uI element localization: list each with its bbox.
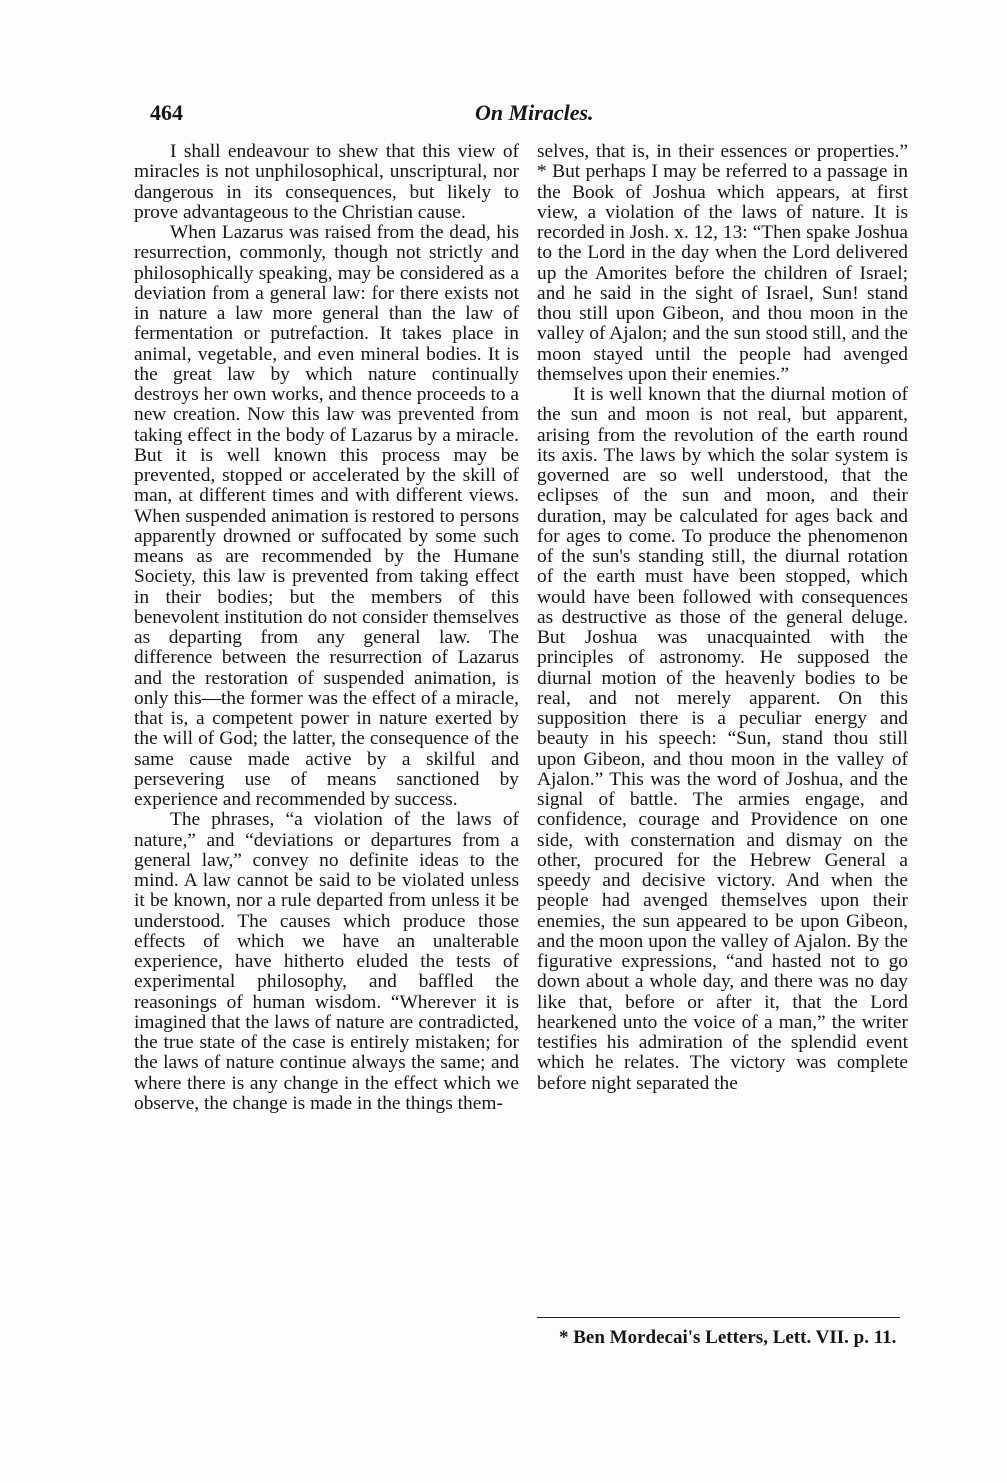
- running-title: On Miracles.: [475, 100, 594, 125]
- left-column: [134, 142, 519, 1114]
- paragraph-continuation: selves, that is, in their essences or properties.” * But perhaps I may be referred to a passage in the Book of Joshua which appears, at first view, a violation of the laws of nature. It is recorded in Josh. x. 12, 13: “Then spake Joshua to the Lord in the day when the Lord delivered up the Amorites before the children of Israel; and he said in the sight of Israel, Sun! stand thou still upon Gibeon, and thou moon in the valley of Ajalon; and the sun stood still, and the moon stayed until the people had avenged themselves upon their enemies.”: [537, 141, 908, 385]
- right-column: [537, 142, 908, 1094]
- paragraph-diurnal-motion: It is well known that the diurnal motion of the sun and moon is not real, but apparent, arising from the revolution of the earth round its axis. The laws by which the solar system is governed are so well understood, that the eclipses of the sun and moon, and their duration, may be calculated for ages back and for ages to come. To produce the phenomenon of the sun's standing still, the diurnal rotation of the earth must have been stopped, which would have been followed with consequences as destructive as those of the general deluge. But Joshua was unacquainted with the principles of astronomy. He supposed the diurnal motion of the heavenly bodies to be real, and not merely apparent. On this supposition there is a peculiar energy and beauty in his speech: “Sun, stand thou still upon Gibeon, and thou moon in the valley of Ajalon.” This was the word of Joshua, and the signal of battle. The armies engage, and confidence, courage and Providence on one side, with consternation and dismay on the other, procured for the Hebrew General a speedy and decisive victory. And when the people had avenged themselves upon their enemies, the sun appeared to be upon Gibeon, and the moon upon the valley of Ajalon. By the figurative expressions, “and hasted not to go down about a whole day, and there was no day like that, before or after it, that the Lord hearkened unto the voice of a man,” the writer testifies his admiration of the splendid event which he relates. The victory was complete before night separated the: [537, 384, 908, 1094]
- paragraph-intro: I shall endeavour to shew that this view of miracles is not unphilosophical, unscriptural, nor dangerous in its consequences, but likely to prove advantageous to the Christian cause.: [134, 141, 519, 223]
- page-header: [150, 100, 910, 130]
- paragraph-phrases: The phrases, “a violation of the laws of nature,” and “deviations or departures from a general law,” convey no definite ideas to the mind. A law cannot be said to be violated unless it be known, nor a rule departed from unless it be understood. The causes which produce those effects of which we have an unalterable experience, have hitherto eluded the tests of experimental philosophy, and baffled the reasonings of human wisdom. “Wherever it is imagined that the laws of nature are contradicted, the true state of the case is entirely mistaken; for the laws of nature continue always the same; and where there is any change in the effect which we observe, the change is made in the things them-: [134, 809, 519, 1114]
- paragraph-lazarus: When Lazarus was raised from the dead, his resurrection, commonly, though not strictly and philosophically speaking, may be considered as a deviation from a general law: for there exists not in nature a law more general than the law of fermentation or putrefaction. It takes place in animal, vegetable, and even mineral bodies. It is the great law by which nature continually destroys her own works, and thence proceeds to a new creation. Now this law was prevented from taking effect in the body of Lazarus by a miracle. But it is well known this process may be prevented, stopped or accelerated by the skill of man, at different times and with different views. When suspended animation is restored to persons apparently drowned or suffocated by some such means as are recommended by the Humane Society, this law is prevented from taking effect in their bodies; but the members of this benevolent institution do not consider themselves as departing from any general law. The difference between the resurrection of Lazarus and the restoration of suspended animation, is only this—the former was the effect of a miracle, that is, a competent power in nature exerted by the will of God; the latter, the consequence of the same cause made active by a skilful and persevering use of means sanctioned by experience and recommended by success.: [134, 222, 520, 810]
- footnote-divider: [537, 1317, 900, 1318]
- page-number: 464: [150, 100, 183, 125]
- footnote: * Ben Mordecai's Letters, Lett. VII. p. 11.: [559, 1327, 897, 1348]
